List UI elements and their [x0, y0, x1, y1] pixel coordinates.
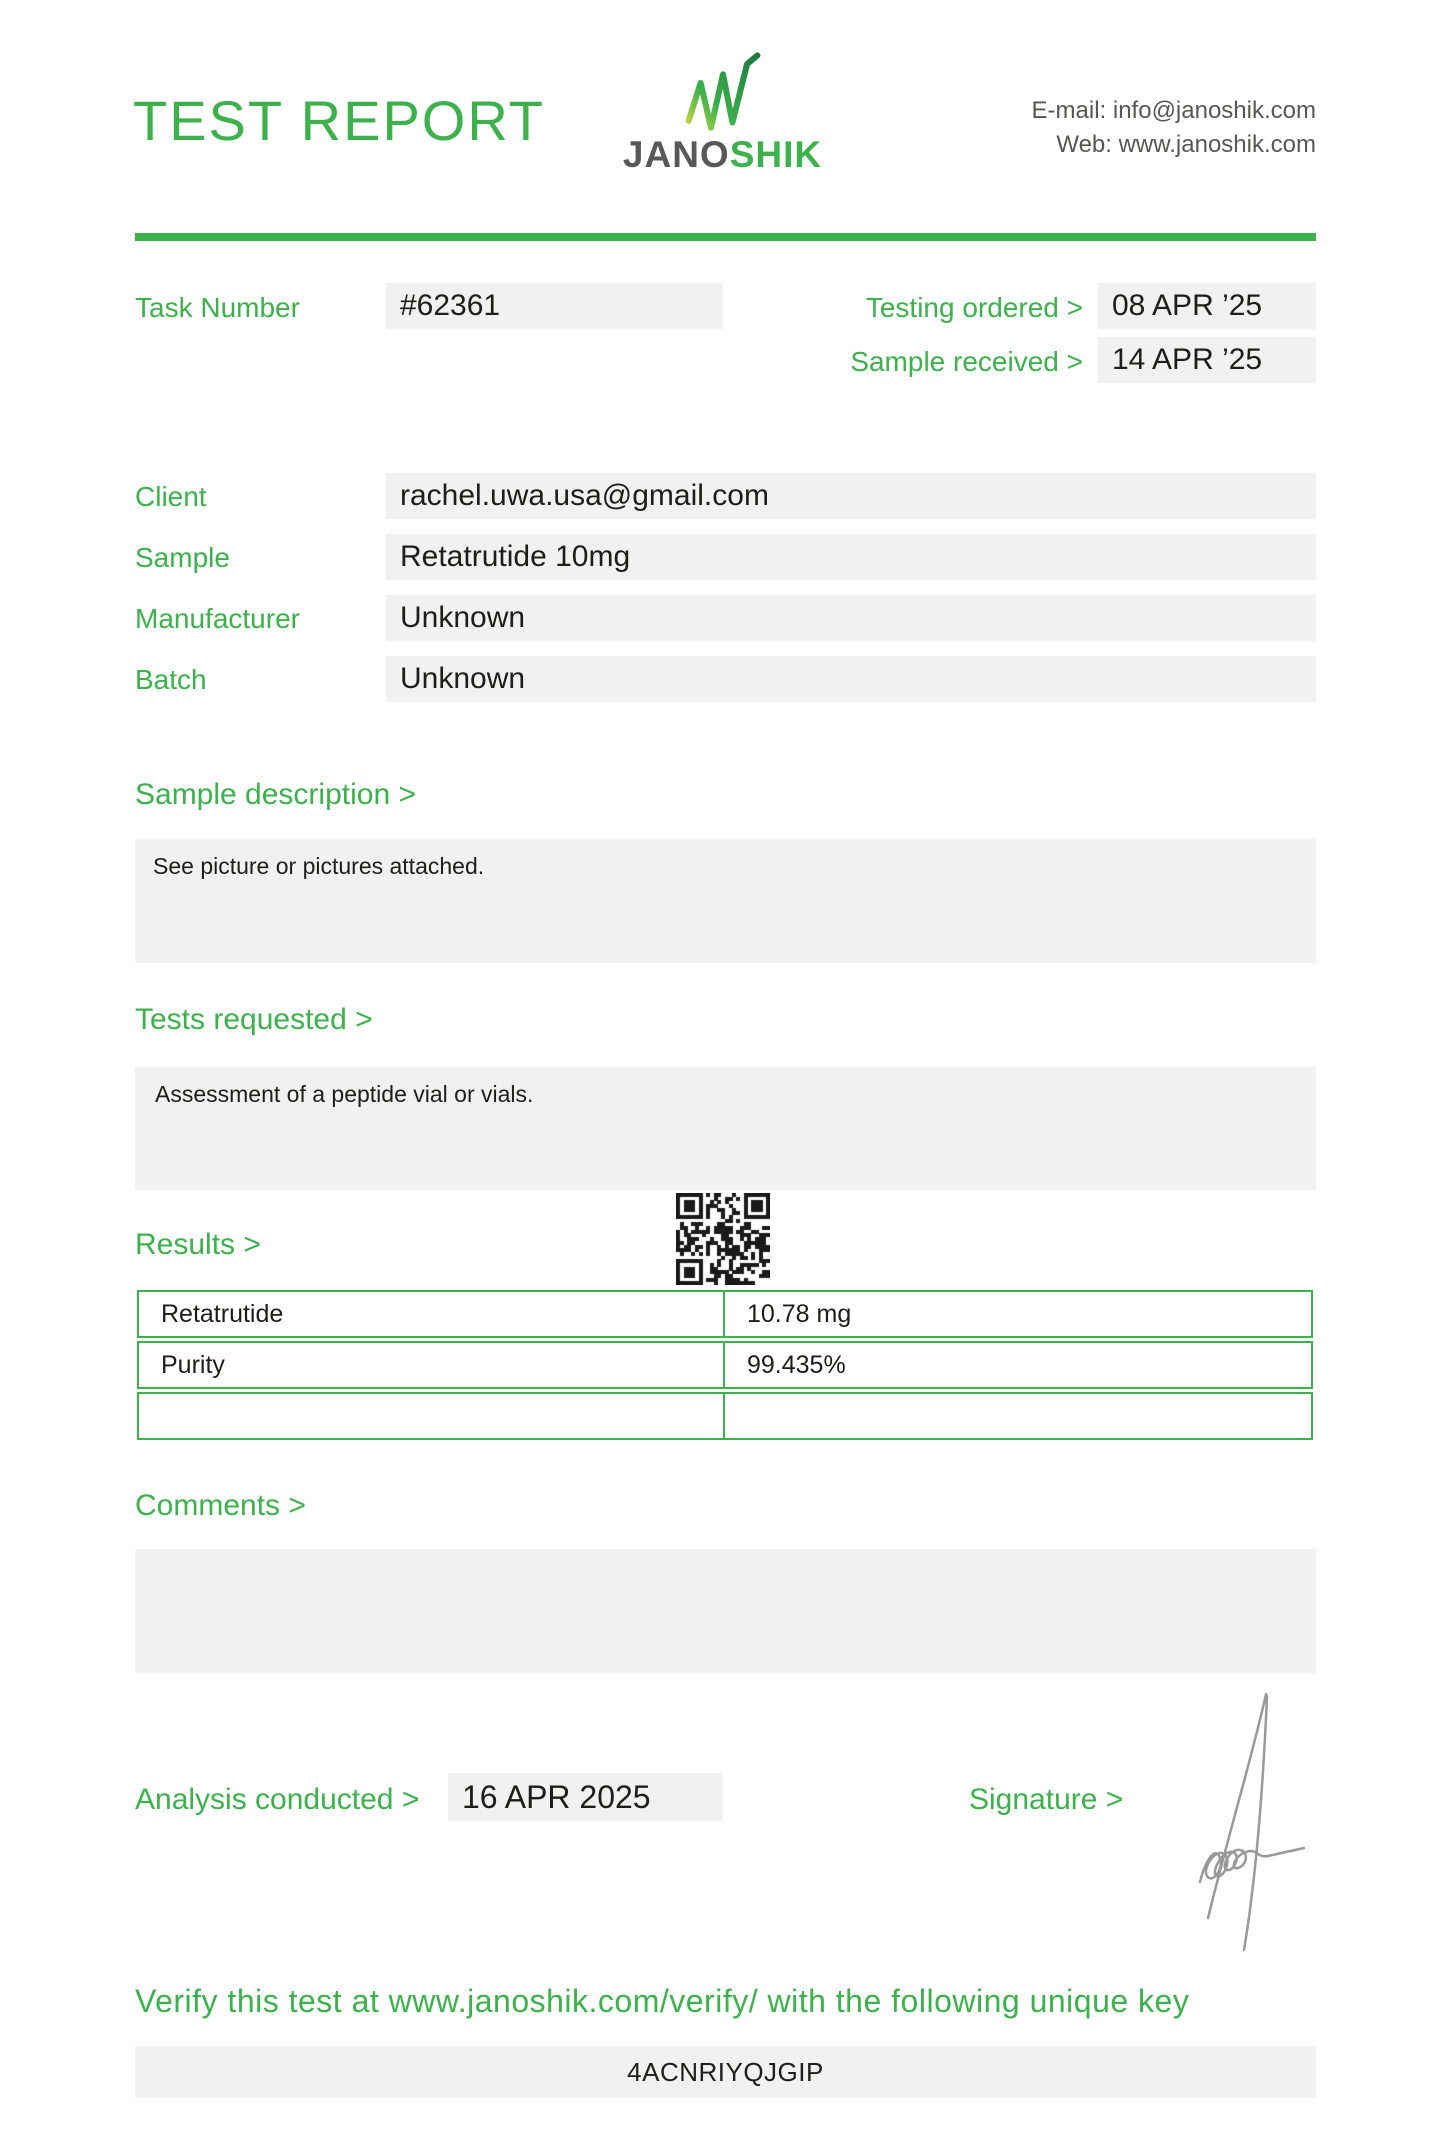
growth-chart-icon [680, 52, 766, 138]
results-heading: Results > [135, 1228, 261, 1261]
task-number-value: #62361 [386, 283, 723, 329]
manufacturer-label: Manufacturer [135, 603, 300, 634]
table-row [137, 1392, 1313, 1440]
qr-code [676, 1193, 770, 1285]
results-table [137, 1290, 1313, 1443]
table-row [137, 1290, 1313, 1338]
analysis-conducted-date: 16 APR 2025 [448, 1773, 723, 1821]
logo-text-jano: JANO [622, 134, 730, 175]
sample-received-value: 14 APR ’25 [1098, 337, 1316, 383]
result-analyte: Retatrutide [139, 1292, 725, 1336]
result-analyte [139, 1394, 725, 1438]
client-label: Client [135, 481, 207, 512]
batch-value: Unknown [386, 656, 1316, 702]
email-label: E-mail: [1031, 97, 1113, 124]
web-label: Web: [1056, 131, 1119, 158]
tests-requested-body: Assessment of a peptide vial or vials. [135, 1067, 1316, 1190]
table-row [137, 1341, 1313, 1389]
result-value [725, 1394, 1311, 1438]
sample-label: Sample [135, 542, 230, 573]
sample-description-body: See picture or pictures attached. [135, 839, 1316, 963]
contact-web-line [1032, 128, 1316, 162]
janoshik-logo [563, 52, 883, 176]
signature-image [1170, 1686, 1320, 1956]
web-value: www.janoshik.com [1118, 131, 1316, 158]
result-value: 10.78 mg [747, 1300, 852, 1328]
sample-received-label: Sample received > [850, 346, 1083, 377]
batch-label: Batch [135, 664, 207, 695]
logo-text-shik: SHIK [729, 134, 823, 175]
testing-ordered-value: 08 APR ’25 [1098, 283, 1316, 329]
header-divider [135, 233, 1316, 241]
result-value: 99.435% [747, 1351, 846, 1379]
comments-body [135, 1549, 1316, 1673]
tests-requested-heading: Tests requested > [135, 1003, 373, 1036]
logo-wordmark [563, 134, 883, 176]
client-value: rachel.uwa.usa@gmail.com [386, 473, 1316, 519]
analysis-conducted-label: Analysis conducted > [135, 1783, 420, 1816]
comments-heading: Comments > [135, 1489, 306, 1522]
testing-ordered-label: Testing ordered > [865, 292, 1083, 323]
unique-key-value: 4ACNRIYQJGIP [135, 2046, 1316, 2098]
manufacturer-value: Unknown [386, 595, 1316, 641]
verify-instruction: Verify this test at www.janoshik.com/verify/ with the following unique key [135, 1983, 1190, 2019]
sample-description-heading: Sample description > [135, 778, 416, 811]
result-analyte: Purity [139, 1343, 725, 1387]
sample-value: Retatrutide 10mg [386, 534, 1316, 580]
signature-label: Signature > [969, 1783, 1124, 1816]
contact-block [1032, 94, 1316, 162]
email-value: info@janoshik.com [1112, 97, 1316, 124]
page-title: TEST REPORT [133, 89, 546, 152]
contact-email-line [1032, 94, 1316, 128]
task-number-label: Task Number [135, 292, 300, 323]
